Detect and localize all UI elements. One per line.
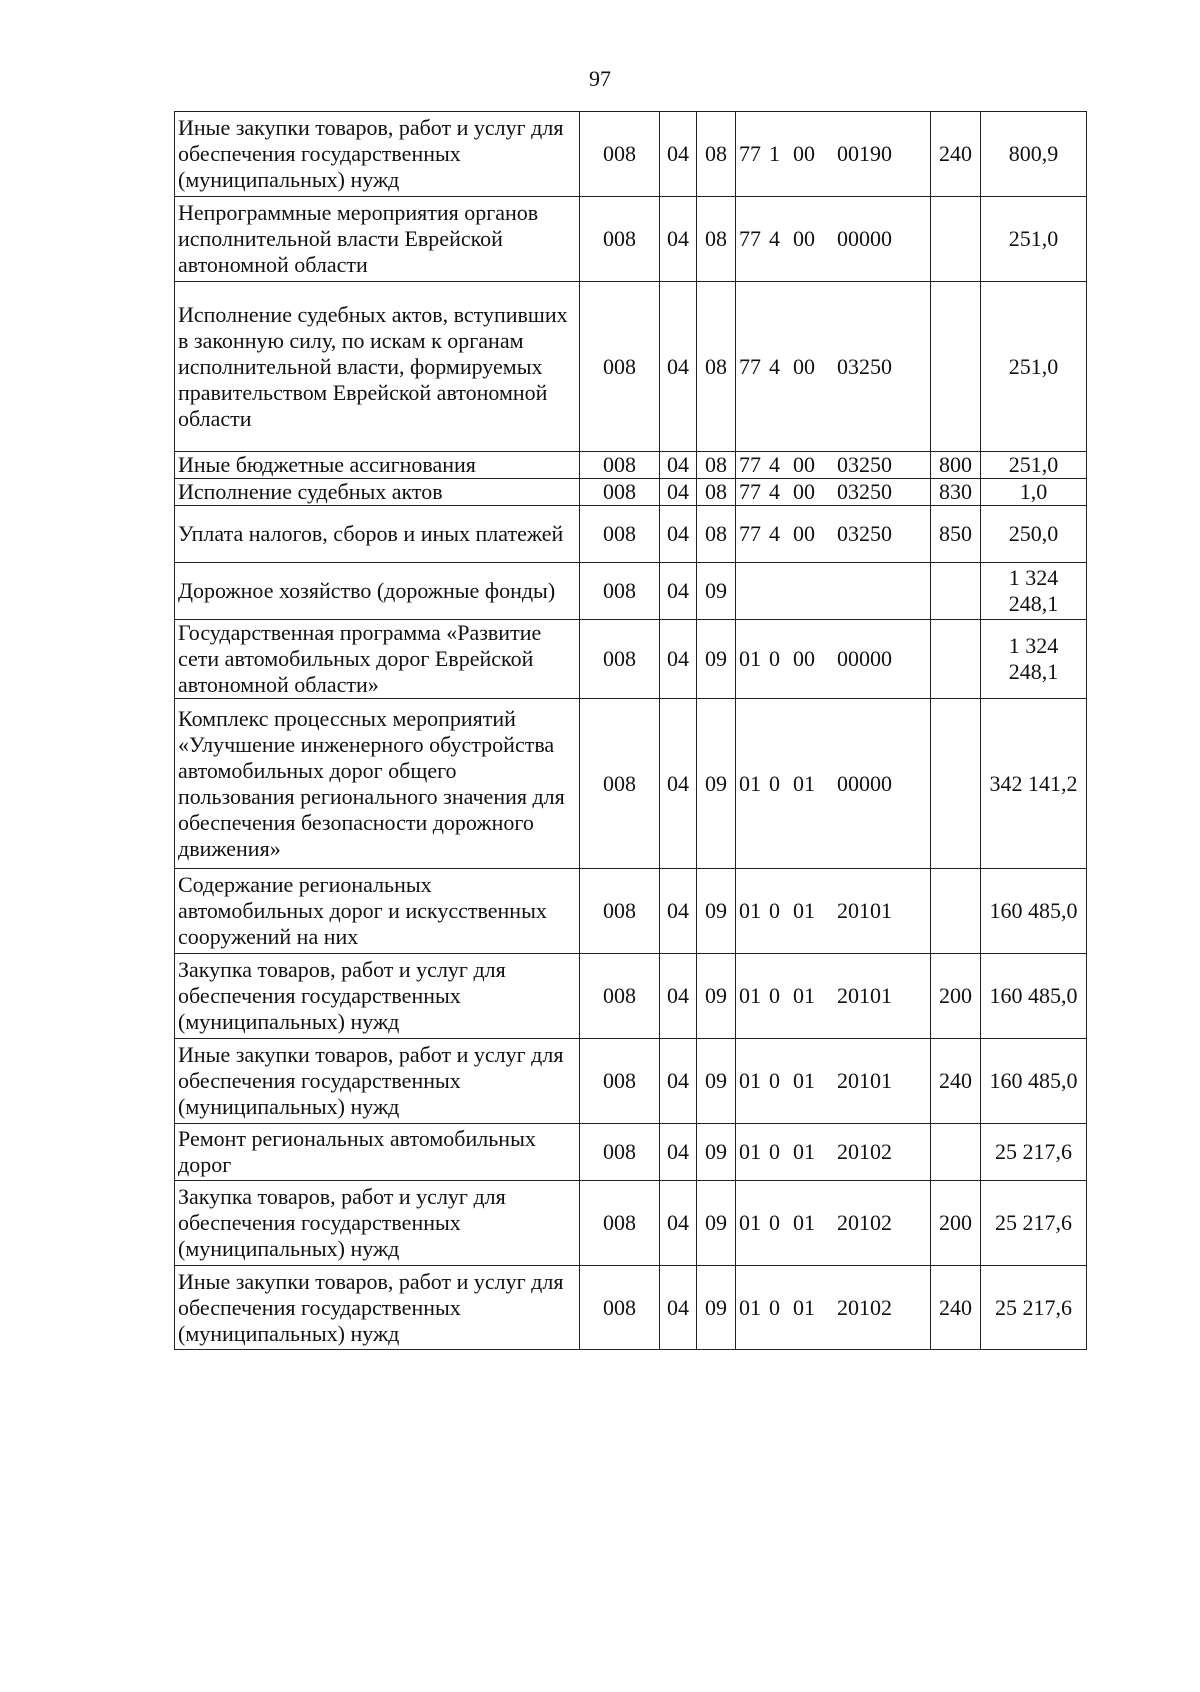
code-part: 0 (769, 1068, 780, 1093)
section-code-cell: 04 (660, 869, 697, 954)
code-part: 01 (793, 1210, 815, 1235)
expense-type-cell: 200 (931, 1181, 981, 1266)
table-row (175, 563, 1087, 620)
section-code-cell: 04 (660, 954, 697, 1039)
target-article-code-cell (736, 1039, 931, 1124)
ministry-code-cell: 008 (580, 563, 660, 620)
table-row (175, 1039, 1087, 1124)
code-part: 00 (793, 452, 815, 477)
amount-cell: 251,0 (981, 282, 1087, 452)
code-part: 0 (769, 1294, 780, 1320)
expense-type-cell: 830 (931, 479, 981, 506)
code-part: 0 (769, 898, 780, 923)
item-name-cell: Исполнение судебных актов (175, 479, 580, 506)
ministry-code-cell: 008 (580, 197, 660, 282)
ministry-code-cell: 008 (580, 699, 660, 869)
code-part: 00 (793, 141, 815, 166)
code-part: 03250 (837, 479, 892, 504)
amount-cell: 251,0 (981, 452, 1087, 479)
target-article-code-cell (736, 954, 931, 1039)
amount-cell: 160 485,0 (981, 1039, 1087, 1124)
item-name-cell: Закупка товаров, работ и услуг для обеспечения государственных (муниципальных) нужд (175, 1181, 580, 1266)
code-part: 00000 (837, 226, 892, 251)
expense-type-cell: 200 (931, 954, 981, 1039)
code-part: 01 (739, 646, 761, 671)
code-part: 00 (793, 646, 815, 671)
amount-cell: 800,9 (981, 112, 1087, 197)
amount-cell: 250,0 (981, 506, 1087, 563)
code-part: 4 (769, 521, 780, 546)
ministry-code-cell: 008 (580, 1124, 660, 1181)
code-part: 03250 (837, 521, 892, 546)
section-code-cell: 04 (660, 112, 697, 197)
expense-type-cell (931, 197, 981, 282)
item-name-cell: Закупка товаров, работ и услуг для обеспечения государственных (муниципальных) нужд (175, 954, 580, 1039)
code-part: 4 (769, 452, 780, 477)
section-code-cell: 04 (660, 1181, 697, 1266)
subsection-code-cell: 09 (697, 699, 736, 869)
table-row (175, 699, 1087, 869)
code-part: 01 (793, 1294, 815, 1320)
section-code-cell: 04 (660, 282, 697, 452)
target-article-code-cell (736, 620, 931, 699)
item-name-cell: Дорожное хозяйство (дорожные фонды) (175, 563, 580, 620)
subsection-code-cell: 08 (697, 452, 736, 479)
amount-cell: 1 324 248,1 (981, 620, 1087, 699)
code-part: 03250 (837, 353, 892, 379)
section-code-cell: 04 (660, 563, 697, 620)
subsection-code-cell: 09 (697, 563, 736, 620)
ministry-code-cell: 008 (580, 282, 660, 452)
amount-cell: 1,0 (981, 479, 1087, 506)
ministry-code-cell: 008 (580, 506, 660, 563)
code-part: 20102 (837, 1294, 892, 1320)
expense-type-cell (931, 282, 981, 452)
table-row (175, 452, 1087, 479)
item-name-cell: Иные бюджетные ассигнования (175, 452, 580, 479)
subsection-code-cell: 09 (697, 954, 736, 1039)
table-row (175, 112, 1087, 197)
code-part: 4 (769, 353, 780, 379)
section-code-cell: 04 (660, 197, 697, 282)
code-part: 00 (793, 479, 815, 504)
code-part: 0 (769, 1210, 780, 1235)
item-name-cell: Исполнение судебных актов, вступивших в законную силу, по искам к органам исполнительной власти, формируемых правительством Еврейской автономной области (175, 282, 580, 452)
target-article-code-cell (736, 197, 931, 282)
code-part: 0 (769, 1139, 780, 1164)
section-code-cell: 04 (660, 699, 697, 869)
code-part: 20102 (837, 1139, 892, 1164)
expense-type-cell: 850 (931, 506, 981, 563)
item-name-cell: Ремонт региональных автомобильных дорог (175, 1124, 580, 1181)
ministry-code-cell: 008 (580, 452, 660, 479)
section-code-cell: 04 (660, 479, 697, 506)
code-part: 77 (739, 353, 761, 379)
code-part: 00 (793, 353, 815, 379)
code-part: 77 (739, 141, 761, 166)
section-code-cell: 04 (660, 1039, 697, 1124)
code-part: 01 (739, 1139, 761, 1164)
code-part: 00 (793, 226, 815, 251)
amount-cell: 1 324 248,1 (981, 563, 1087, 620)
ministry-code-cell: 008 (580, 620, 660, 699)
code-part: 03250 (837, 452, 892, 477)
expense-type-cell (931, 620, 981, 699)
ministry-code-cell: 008 (580, 1266, 660, 1350)
item-name-cell: Комплекс процессных мероприятий «Улучшение инженерного обустройства автомобильных дорог общего пользования регионального значения для обеспечения безопасности дорожного движения» (175, 699, 580, 869)
code-part: 01 (793, 770, 815, 796)
item-name-cell: Иные закупки товаров, работ и услуг для обеспечения государственных (муниципальных) нужд (175, 1039, 580, 1124)
table-row (175, 954, 1087, 1039)
ministry-code-cell: 008 (580, 869, 660, 954)
subsection-code-cell: 09 (697, 1124, 736, 1181)
code-part: 01 (793, 1139, 815, 1164)
subsection-code-cell: 09 (697, 1039, 736, 1124)
ministry-code-cell: 008 (580, 112, 660, 197)
subsection-code-cell: 08 (697, 112, 736, 197)
target-article-code-cell (736, 506, 931, 563)
section-code-cell: 04 (660, 1266, 697, 1350)
section-code-cell: 04 (660, 506, 697, 563)
expense-type-cell: 240 (931, 112, 981, 197)
item-name-cell: Иные закупки товаров, работ и услуг для обеспечения государственных (муниципальных) нужд (175, 1266, 580, 1350)
amount-cell: 25 217,6 (981, 1181, 1087, 1266)
subsection-code-cell: 09 (697, 620, 736, 699)
code-part: 4 (769, 226, 780, 251)
code-part: 01 (739, 983, 761, 1008)
code-part: 77 (739, 226, 761, 251)
subsection-code-cell: 08 (697, 479, 736, 506)
code-part: 20102 (837, 1210, 892, 1235)
code-part: 77 (739, 521, 761, 546)
target-article-code-cell (736, 452, 931, 479)
expense-type-cell (931, 869, 981, 954)
table-row (175, 282, 1087, 452)
expense-type-cell (931, 563, 981, 620)
code-part: 01 (739, 1294, 761, 1320)
amount-cell: 25 217,6 (981, 1124, 1087, 1181)
amount-cell: 342 141,2 (981, 699, 1087, 869)
code-part: 00000 (837, 770, 892, 796)
table-row (175, 869, 1087, 954)
code-part: 01 (793, 898, 815, 923)
item-name-cell: Иные закупки товаров, работ и услуг для обеспечения государственных (муниципальных) нужд (175, 112, 580, 197)
item-name-cell: Непрограммные мероприятия органов исполнительной власти Еврейской автономной области (175, 197, 580, 282)
code-part: 01 (739, 1210, 761, 1235)
expense-type-cell: 240 (931, 1039, 981, 1124)
ministry-code-cell: 008 (580, 1039, 660, 1124)
table-row (175, 1124, 1087, 1181)
expense-type-cell: 800 (931, 452, 981, 479)
code-part: 01 (739, 898, 761, 923)
code-part: 01 (793, 983, 815, 1008)
code-part: 0 (769, 646, 780, 671)
amount-cell: 25 217,6 (981, 1266, 1087, 1350)
code-part: 00 (793, 521, 815, 546)
subsection-code-cell: 09 (697, 1266, 736, 1350)
subsection-code-cell: 09 (697, 1181, 736, 1266)
code-part: 00190 (837, 141, 892, 166)
subsection-code-cell: 09 (697, 869, 736, 954)
target-article-code-cell (736, 1124, 931, 1181)
amount-cell: 251,0 (981, 197, 1087, 282)
code-part: 01 (739, 770, 761, 796)
target-article-code-cell (736, 563, 931, 620)
item-name-cell: Уплата налогов, сборов и иных платежей (175, 506, 580, 563)
section-code-cell: 04 (660, 1124, 697, 1181)
item-name-cell: Содержание региональных автомобильных дорог и искусственных сооружений на них (175, 869, 580, 954)
code-part: 77 (739, 452, 761, 477)
table-row (175, 620, 1087, 699)
table-row (175, 506, 1087, 563)
ministry-code-cell: 008 (580, 479, 660, 506)
budget-table (174, 111, 1087, 1350)
page-number: 97 (589, 66, 611, 91)
code-part: 20101 (837, 898, 892, 923)
table-row (175, 479, 1087, 506)
table-row (175, 1266, 1087, 1350)
code-part: 77 (739, 479, 761, 504)
code-part: 20101 (837, 983, 892, 1008)
code-part: 0 (769, 983, 780, 1008)
code-part: 0 (769, 770, 780, 796)
code-part: 01 (793, 1068, 815, 1093)
table-row (175, 197, 1087, 282)
target-article-code-cell (736, 1266, 931, 1350)
item-name-cell: Государственная программа «Развитие сети автомобильных дорог Еврейской автономной области» (175, 620, 580, 699)
expense-type-cell (931, 1124, 981, 1181)
expense-type-cell (931, 699, 981, 869)
target-article-code-cell (736, 282, 931, 452)
table-row (175, 1181, 1087, 1266)
target-article-code-cell (736, 699, 931, 869)
expense-type-cell: 240 (931, 1266, 981, 1350)
target-article-code-cell (736, 112, 931, 197)
code-part: 1 (769, 141, 780, 166)
target-article-code-cell (736, 1181, 931, 1266)
section-code-cell: 04 (660, 452, 697, 479)
subsection-code-cell: 08 (697, 282, 736, 452)
target-article-code-cell (736, 869, 931, 954)
budget-table-body (175, 112, 1087, 1350)
ministry-code-cell: 008 (580, 954, 660, 1039)
code-part: 00000 (837, 646, 892, 671)
target-article-code-cell (736, 479, 931, 506)
subsection-code-cell: 08 (697, 197, 736, 282)
amount-cell: 160 485,0 (981, 869, 1087, 954)
code-part: 4 (769, 479, 780, 504)
ministry-code-cell: 008 (580, 1181, 660, 1266)
section-code-cell: 04 (660, 620, 697, 699)
code-part: 01 (739, 1068, 761, 1093)
amount-cell: 160 485,0 (981, 954, 1087, 1039)
subsection-code-cell: 08 (697, 506, 736, 563)
code-part: 20101 (837, 1068, 892, 1093)
